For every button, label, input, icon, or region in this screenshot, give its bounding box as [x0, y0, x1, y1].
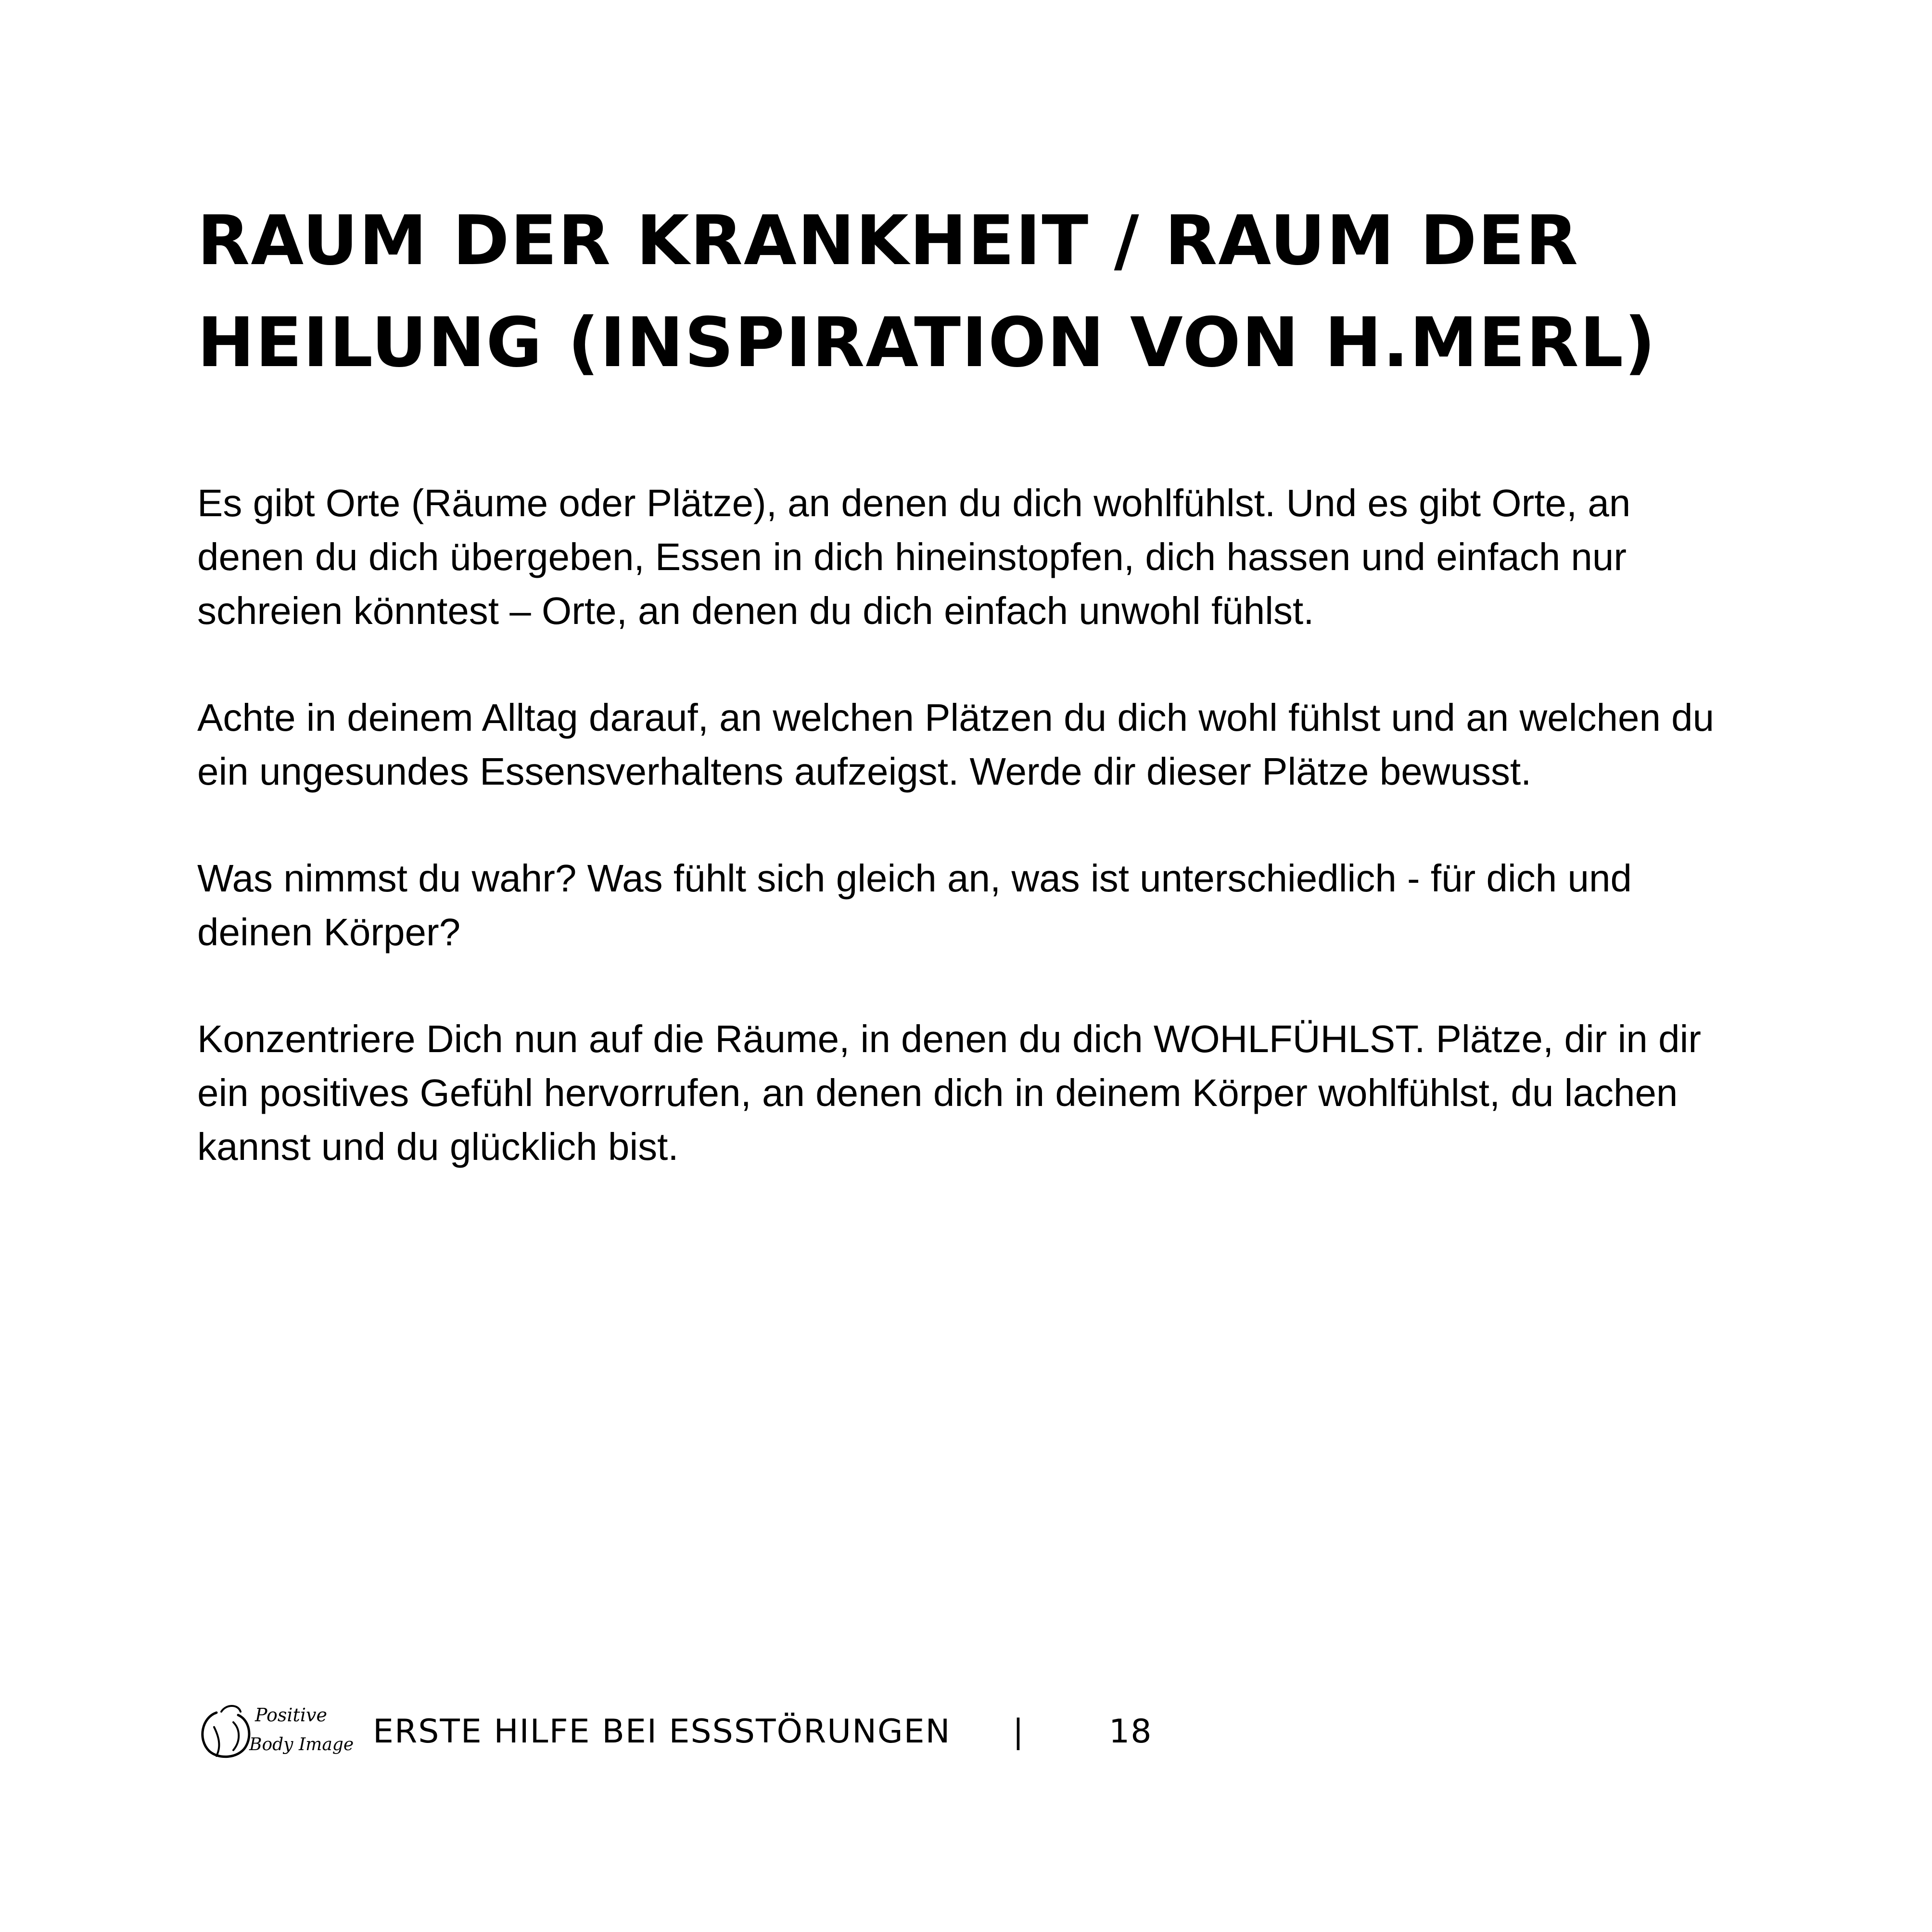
paragraph-2: Achte in deinem Alltag darauf, an welchen Plätzen du dich wohl fühlst und an welchen du ein ungesundes Essensverhaltens aufzeigst. Werde dir dieser Plätze bewusst.	[197, 696, 1715, 793]
body-text	[197, 476, 1717, 1227]
paragraph-4: Konzentriere Dich nun auf die Räume, in denen du dich WOHLFÜHLST. Plätze, dir in dir ein positives Gefühl hervorrufen, an denen dich in deinem Körper wohlfühlst, du lachen kannst und du glücklich bist.	[197, 1017, 1701, 1168]
page-title: RAUM DER KRANKHEIT / RAUM DER HEILUNG (INSPIRATION VON H.MERL)	[197, 201, 1657, 382]
footer-book-title: ERSTE HILFE BEI ESSSTÖRUNGEN	[373, 1713, 951, 1751]
paragraph-1: Es gibt Orte (Räume oder Plätze), an denen du dich wohlfühlst. Und es gibt Orte, an denen du dich übergeben, Essen in dich hineinstopfen, dich hassen und einfach nur schreien könntest – Orte, an denen du dich einfach unwohl fühlst.	[197, 482, 1631, 632]
positive-body-image-logo	[192, 1693, 354, 1766]
paragraph-3: Was nimmst du wahr? Was fühlt sich gleich an, was ist unterschiedlich - für dich und deinen Körper?	[197, 857, 1632, 953]
page-number: 18	[1109, 1713, 1153, 1751]
logo-text-line1: Positive	[255, 1704, 327, 1726]
logo-text-line2: Body Image	[249, 1735, 354, 1754]
page-footer	[192, 1693, 1251, 1770]
footer-separator: |	[1013, 1713, 1024, 1751]
